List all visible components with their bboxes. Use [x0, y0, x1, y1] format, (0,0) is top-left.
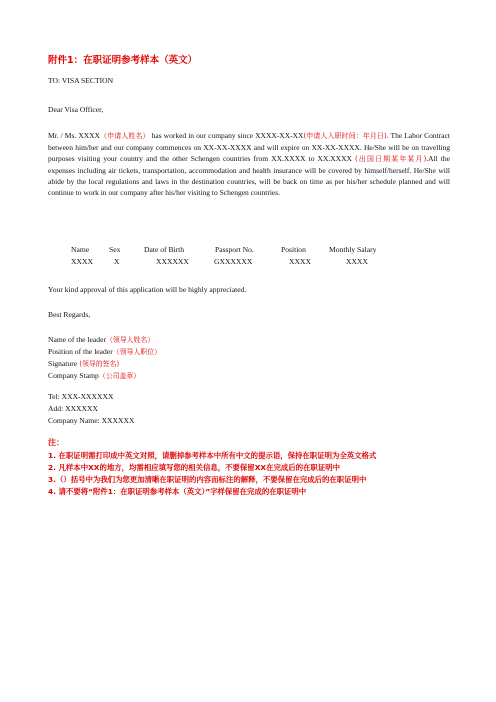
leader-position-hint: （领导人职位） — [112, 348, 161, 356]
body-text-3: . The Labor Contract between him/her and our company commences on XX-XX-XXXX and will expire on XX-XX-XXXX. He/She will be on travelling purposes visiting your country and the other Schengen countries from XX.XXXX to XX.XXXX — [48, 131, 450, 164]
signature-hint: (领导的签名) — [77, 360, 120, 368]
entry-date-hint: (申请人入职时间：年月日) — [303, 132, 387, 140]
header-sex: Sex — [109, 245, 121, 254]
stamp-hint: （公司盖章） — [98, 372, 141, 380]
signature-line — [48, 358, 119, 368]
cell-dob: XXXXXX — [156, 257, 189, 266]
cell-name: XXXX — [71, 257, 93, 266]
notes-title: 注： — [48, 438, 64, 447]
closing-line: Best Regards, — [48, 310, 91, 319]
header-salary: Monthly Salary — [329, 245, 377, 254]
table-header-row — [48, 244, 450, 256]
leader-position-line — [48, 346, 161, 356]
salutation: Dear Visa Officer, — [48, 105, 104, 114]
leader-position-label: Position of the leader — [48, 347, 113, 356]
approval-line: Your kind approval of this application will be highly appreciated. — [48, 285, 247, 294]
applicant-name-hint: （申请人姓名） — [99, 132, 150, 140]
tel-line: Tel: XXX-XXXXXX — [48, 392, 114, 401]
cell-position: XXXX — [289, 257, 311, 266]
header-name: Name — [71, 245, 90, 254]
travel-date-hint: (出国日期某年某月) — [355, 155, 427, 164]
leader-name-label: Name of the leader — [48, 335, 106, 344]
header-position: Position — [281, 245, 306, 254]
stamp-label: Company Stamp — [48, 371, 99, 380]
body-text-4: .All the expenses including air tickets, transportation, accommodation and health insurance will be covered by himself/herself. He/She will abide by the local regulations and laws in the destination countries, will be back on time as per his/her schedule planned and will continue to work in our company after his/her visiting to Schengen countries. — [48, 154, 450, 198]
signature-label: Signature — [48, 359, 78, 368]
company-name-line: Company Name: XXXXXX — [48, 416, 135, 425]
leader-name-hint: （领导人姓名） — [105, 336, 155, 344]
body-text-2: has worked in our company since XXXX-XX-XX — [149, 131, 304, 140]
attachment-heading: 附件1：在职证明参考样本（英文） — [48, 55, 198, 66]
note-item-2: 2. 凡样本中XX的地方，均需相应填写您的相关信息，不要保留XX在完成后的在职证明中 — [48, 463, 340, 472]
cell-sex: X — [114, 257, 120, 266]
table-row — [48, 256, 450, 268]
stamp-line — [48, 370, 140, 380]
header-dob: Date of Birth — [144, 245, 185, 254]
leader-name-line — [48, 334, 154, 344]
applicant-info-table — [48, 244, 450, 268]
address-line: Add: XXXXXX — [48, 404, 98, 413]
note-item-4: 4. 请不要将“附件1：在职证明参考样本（英文）”字样保留在完成的在职证明中 — [48, 487, 307, 496]
body-text-1: Mr. / Ms. XXXX — [48, 131, 100, 140]
cell-passport: GXXXXXX — [214, 257, 253, 266]
body-paragraph — [48, 130, 450, 199]
cell-salary: XXXX — [346, 257, 368, 266]
note-item-1: 1. 在职证明需打印成中英文对照，请删掉参考样本中所有中文的提示语，保持在职证明为全英文格式 — [48, 451, 377, 460]
note-item-3: 3.（）括号中为我们为您更加清晰在职证明的内容而标注的解释，不要保留在完成后的在职证明中 — [48, 475, 367, 484]
to-line: TO: VISA SECTION — [48, 76, 114, 85]
header-passport: Passport No. — [215, 245, 254, 254]
